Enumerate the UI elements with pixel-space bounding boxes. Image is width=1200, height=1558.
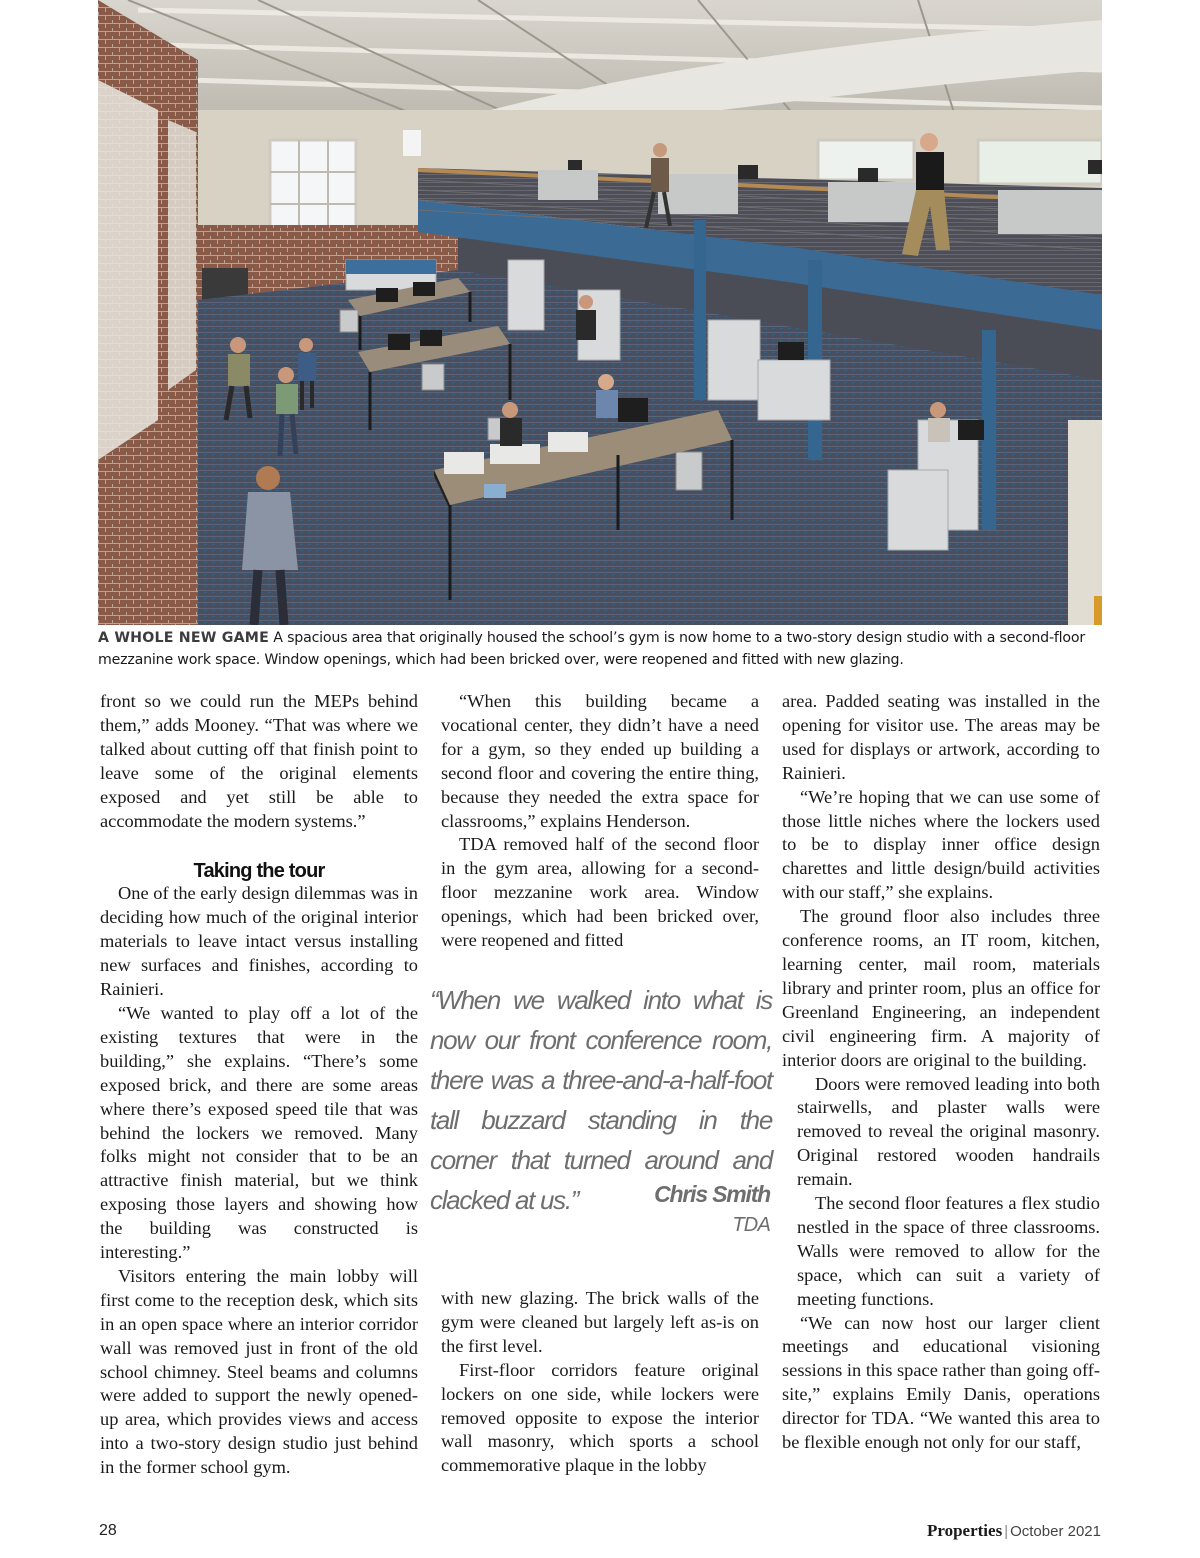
paragraph: “We can now host our larger client meetings and educational visioning sessions in this space rather than going off-site,” explains Emily Danis, operations director for TDA. “We wanted this area to be flexible enough not only for our staff, — [782, 1312, 1100, 1453]
pull-quote: “When we walked into what is now our front conference room, there was a three-and-a-half-foot tall buzzard standing in the corner that turned around and clacked at us.” — [430, 985, 772, 1215]
paragraph: TDA removed half of the second floor in the gym area, allowing for a second-floor mezzanine work area. Window openings, which had been bricked over, were reopened and fitted — [441, 834, 759, 951]
footer-separator: | — [1004, 1523, 1009, 1540]
paragraph: with new glazing. The brick walls of the gym were cleaned but largely left as-is on the first level. — [441, 1288, 759, 1356]
section-subhead: Taking the tour — [193, 860, 325, 883]
paragraph: front so we could run the MEPs behind them,” adds Mooney. “That was where we talked about cutting off that finish point to leave some of the original elements exposed and yet still be able to accommodate the modern systems.” — [100, 691, 418, 831]
column-1 — [100, 690, 418, 1480]
pull-quote-attribution-org: TDA — [732, 1214, 770, 1236]
column-2-bottom — [441, 1287, 759, 1478]
studio-photo-illustration — [98, 0, 1102, 625]
paragraph: Visitors entering the main lobby will first come to the reception desk, which sits in an open space where an interior corridor wall was removed just in front of the old school chimney. Steel beams and columns were added to support the newly opened-up area, which provides views and access into a two-story design studio just behind in the former school gym. — [100, 1265, 418, 1478]
magazine-footer — [927, 1521, 1101, 1541]
pull-quote-attribution-name: Chris Smith — [654, 1181, 770, 1207]
paragraph: The second floor features a flex studio nestled in the space of three classrooms. Walls were removed to allow for the space, which can suit a variety of meeting functions. — [797, 1193, 1100, 1309]
magazine-title: Properties — [926, 1521, 1003, 1540]
paragraph: “When this building became a vocational center, they didn’t have a need for a gym, so they ended up building a second floor and covering the entire thing, because they needed the extra space for classrooms,” explains Henderson. — [441, 691, 759, 831]
page-number: 28 — [99, 1522, 117, 1539]
caption-lead: A WHOLE NEW GAME — [98, 630, 269, 646]
paragraph: “We wanted to play off a lot of the existing textures that were in the building,” she explains. “There’s some exposed brick, and there are some areas where there’s exposed speed tile that was behind the lockers we removed. Many folks might not consider that to be an attractive finish material, but we think exposing those layers and showing how the building was constructed is interesting.” — [100, 1002, 418, 1263]
column-2-top — [441, 690, 759, 953]
issue-date: October 2021 — [1010, 1523, 1101, 1540]
paragraph: “We’re hoping that we can use some of those little niches where the lockers used to be to display inner office design charettes and little design/build activities with our staff,” she explains. — [782, 786, 1100, 903]
column-3 — [782, 690, 1100, 1455]
paragraph: The ground floor also includes three conference rooms, an IT room, kitchen, learning center, mail room, materials library and printer room, plus an office for Greenland Engineering, an independent civil engineering firm. A majority of interior doors are original to the building. — [782, 906, 1100, 1070]
caption-text: A spacious area that originally housed the school’s gym is now home to a two-story design studio with a second-floor mezzanine work space. Window openings, which had been bricked over, were reopened and fitted with new glazing. — [98, 630, 1086, 668]
paragraph: One of the early design dilemmas was in deciding how much of the original interior materials to leave intact versus installing new surfaces and finishes, according to Rainieri. — [100, 883, 418, 1000]
photo-caption — [98, 627, 1104, 671]
paragraph: area. Padded seating was installed in the opening for visitor use. The areas may be used for displays or artwork, according to Rainieri. — [782, 691, 1100, 783]
studio-photo — [98, 0, 1102, 625]
paragraph: First-floor corridors feature original lockers on one side, while lockers were removed opposite to expose the interior wall masonry, which sports a school commemorative plaque in the lobby — [441, 1359, 759, 1476]
paragraph: Doors were removed leading into both stairwells, and plaster walls were removed to reveal the original masonry. Original restored wooden handrails remain. — [797, 1073, 1100, 1190]
